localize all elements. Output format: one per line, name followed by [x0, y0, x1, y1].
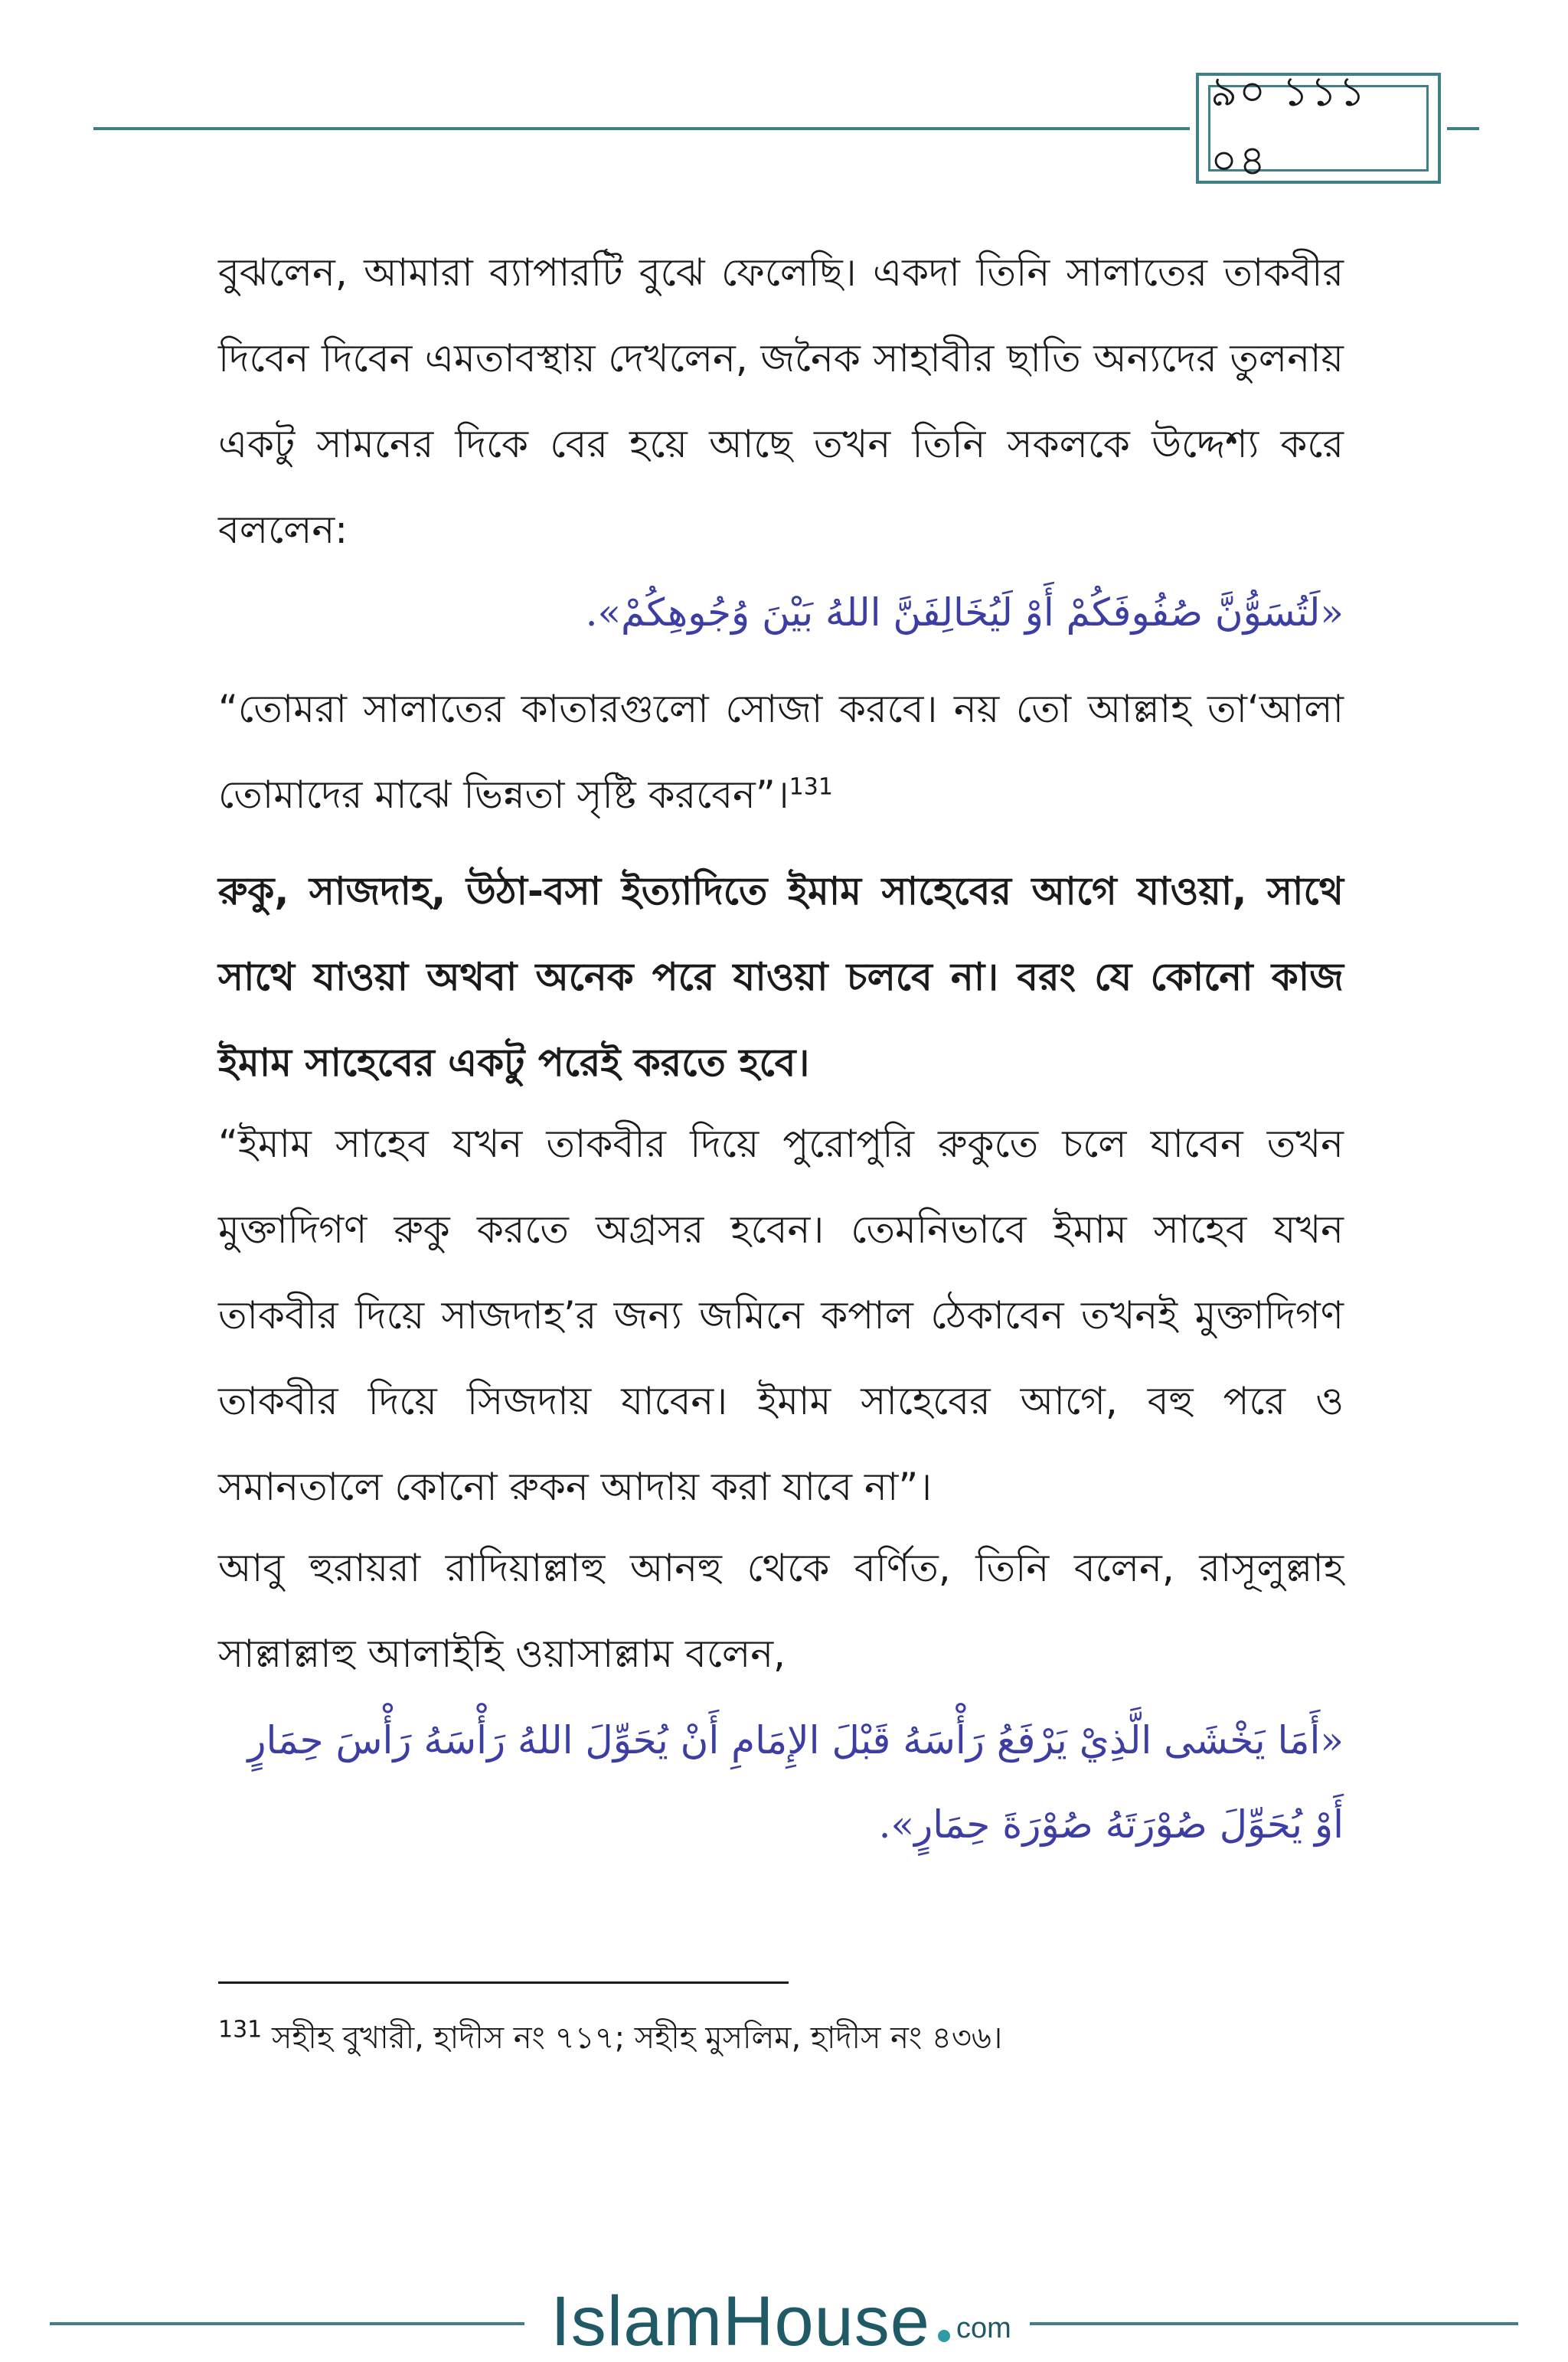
body-text [218, 230, 1344, 573]
translation-block-1 [218, 666, 1344, 838]
paragraph-1: বুঝলেন, আমারা ব্যাপারটি বুঝে ফেলেছি। একদা তিনি সালাতের তাকবীর দিবেন দিবেন এমতাবস্থায় দেখলেন, জনৈক সাহাবীর ছাতি অন্যদের তুলনায় একটু সামনের দিকে বের হয়ে আছে তখন তিনি সকলকে উদ্দেশ্য করে বললেন: [218, 250, 1344, 552]
arabic-block-1 [218, 570, 1344, 655]
footnote [218, 2015, 1344, 2061]
paragraph-2 [218, 666, 1344, 838]
narration-block [218, 1525, 1344, 1697]
logo-domain: com [956, 2312, 1011, 2344]
header-rule-right [1447, 127, 1479, 130]
footer-rule-left [50, 2322, 524, 2325]
arabic-quote-1: «لَتُسَوُّنَّ صُفُوفَكُمْ أَوْ لَيُخَالِفَنَّ اللهُ بَيْنَ وُجُوهِكُمْ». [585, 590, 1344, 635]
islamhouse-logo[interactable] [536, 2278, 1026, 2362]
arabic-block-2 [218, 1698, 1344, 1867]
section-heading: রুকু, সাজদাহ, উঠা-বসা ইত্যাদিতে ইমাম সাহেবের আগে যাওয়া, সাথে সাথে যাওয়া অথবা অনেক পরে যাওয়া চলবে না। বরং যে কোনো কাজ ইমাম সাহেবের একটু পরেই করতে হবে। [218, 869, 1344, 1085]
paragraph-2-text: “তোমরা সালাতের কাতারগুলো সোজা করবে। নয় তো আল্লাহ তা‘আলা তোমাদের মাঝে ভিন্নতা সৃষ্টি করবেন”। [218, 687, 1344, 817]
footnote-text: সহীহ বুখারী, হাদীস নং ৭১৭; সহীহ মুসলিম, হাদীস নং ৪৩৬। [262, 2021, 1003, 2056]
logo-wordmark: IslamHouse [550, 2282, 930, 2360]
footnote-separator [218, 1981, 789, 1984]
header-rule-left [93, 127, 1190, 130]
page-number: ৯০ ১১১ ০৪ [1208, 85, 1429, 172]
heading-block [218, 848, 1344, 1106]
paragraph-3: “ইমাম সাহেব যখন তাকবীর দিয়ে পুরোপুরি রুকুতে চলে যাবেন তখন মুক্তাদিগণ রুকু করতে অগ্রসর হবেন। তেমনিভাবে ইমাম সাহেব যখন তাকবীর দিয়ে সাজদাহ’র জন্য জমিনে কপাল ঠেকাবেন তখনই মুক্তাদিগণ তাকবীর দিয়ে সিজদায় যাবেন। ইমাম সাহেবের আগে, বহু পরে ও সমানতালে কোনো রুকন আদায় করা যাবে না”। [218, 1122, 1344, 1509]
translation-block-2 [218, 1101, 1344, 1530]
footnote-number: 131 [218, 2016, 263, 2043]
logo-dot-icon [938, 2330, 950, 2342]
footnote-ref-131[interactable]: 131 [789, 773, 833, 801]
paragraph-4: আবু হুরায়রা রাদিয়াল্লাহু আনহু থেকে বর্ণিত, তিনি বলেন, রাসূলুল্লাহ সাল্লাল্লাহু আলাইহি ওয়াসাল্লাম বলেন, [218, 1546, 1344, 1676]
arabic-quote-2: «أَمَا يَخْشَى الَّذِيْ يَرْفَعُ رَأْسَهُ قَبْلَ الإِمَامِ أَنْ يُحَوِّلَ اللهُ رَأْسَهُ رَأْسَ حِمَارٍ أَوْ يُحَوِّلَ صُوْرَتَهُ صُوْرَةَ حِمَارٍ». [247, 1718, 1344, 1847]
page-number-frame [1196, 67, 1441, 185]
footer-rule-right [1030, 2322, 1518, 2325]
